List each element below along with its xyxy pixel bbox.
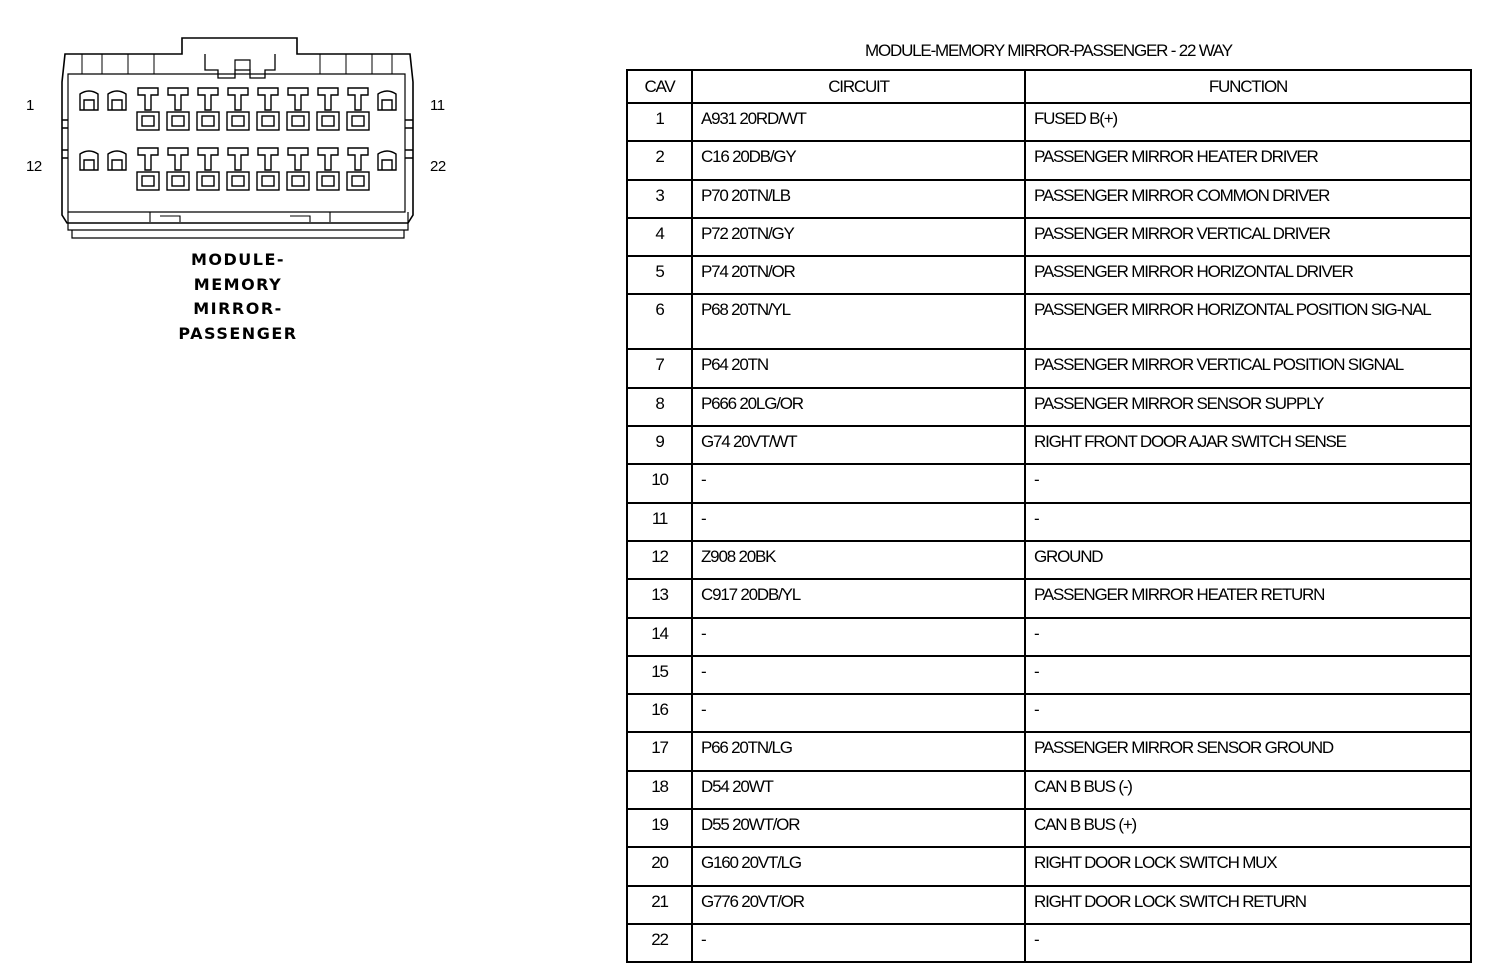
circuit-cell: - xyxy=(692,503,1025,541)
circuit-cell: P74 20TN/OR xyxy=(692,256,1025,294)
circuit-cell: - xyxy=(692,464,1025,502)
module-name-line: MODULE- xyxy=(190,250,286,269)
terminal-cavity xyxy=(227,88,249,130)
table-row xyxy=(627,579,1471,617)
cavity-latch xyxy=(378,91,396,110)
cav-cell: 4 xyxy=(627,218,692,256)
terminal-cavity xyxy=(227,148,249,190)
terminal-cavity xyxy=(137,148,159,190)
pin-label-top-right: 11 xyxy=(430,97,445,114)
function-cell: GROUND xyxy=(1025,541,1471,579)
pin-label-top-left: 1 xyxy=(26,97,34,114)
table-row xyxy=(627,256,1471,294)
cav-cell: 15 xyxy=(627,656,692,694)
connector-face-diagram xyxy=(20,30,430,245)
function-cell: PASSENGER MIRROR SENSOR SUPPLY xyxy=(1025,388,1471,426)
module-name-line: MIRROR- xyxy=(193,299,283,318)
pin-label-bottom-left: 12 xyxy=(26,158,42,175)
terminal-cavity xyxy=(317,88,339,130)
cav-cell: 11 xyxy=(627,503,692,541)
circuit-cell: P72 20TN/GY xyxy=(692,218,1025,256)
circuit-cell: G160 20VT/LG xyxy=(692,847,1025,885)
table-row xyxy=(627,694,1471,732)
cavity-latch xyxy=(108,91,126,110)
table-row xyxy=(627,218,1471,256)
circuit-cell: P666 20LG/OR xyxy=(692,388,1025,426)
table-row xyxy=(627,847,1471,885)
circuit-cell: Z908 20BK xyxy=(692,541,1025,579)
table-row xyxy=(627,503,1471,541)
module-name-line: PASSENGER xyxy=(178,323,298,343)
terminal-cavity xyxy=(137,88,159,130)
circuit-cell: P64 20TN xyxy=(692,349,1025,387)
cavity-latch xyxy=(108,151,126,170)
cav-cell: 22 xyxy=(627,924,692,962)
cavity-latch xyxy=(80,151,98,170)
circuit-cell: P68 20TN/YL xyxy=(692,294,1025,349)
cav-cell: 5 xyxy=(627,256,692,294)
cav-cell: 8 xyxy=(627,388,692,426)
circuit-cell: G74 20VT/WT xyxy=(692,426,1025,464)
cav-cell: 14 xyxy=(627,618,692,656)
table-row xyxy=(627,464,1471,502)
circuit-cell: D55 20WT/OR xyxy=(692,809,1025,847)
circuit-cell: - xyxy=(692,924,1025,962)
function-cell: - xyxy=(1025,464,1471,502)
cav-cell: 1 xyxy=(627,103,692,141)
function-cell: PASSENGER MIRROR HORIZONTAL DRIVER xyxy=(1025,256,1471,294)
cav-cell: 19 xyxy=(627,809,692,847)
cav-cell: 12 xyxy=(627,541,692,579)
table-row xyxy=(627,809,1471,847)
function-cell: CAN B BUS (+) xyxy=(1025,809,1471,847)
circuit-cell: D54 20WT xyxy=(692,771,1025,809)
cavity-latch xyxy=(80,91,98,110)
cav-cell: 16 xyxy=(627,694,692,732)
terminal-cavity xyxy=(167,88,189,130)
table-title: MODULE-MEMORY MIRROR-PASSENGER - 22 WAY xyxy=(865,41,1232,60)
terminal-cavity xyxy=(197,88,219,130)
table-row xyxy=(627,103,1471,141)
module-name-label xyxy=(160,248,316,346)
terminal-cavity xyxy=(317,148,339,190)
circuit-cell: P66 20TN/LG xyxy=(692,732,1025,770)
table-header-row xyxy=(627,70,1471,103)
terminal-cavity xyxy=(197,148,219,190)
function-cell: FUSED B(+) xyxy=(1025,103,1471,141)
function-cell: RIGHT FRONT DOOR AJAR SWITCH SENSE xyxy=(1025,426,1471,464)
circuit-cell: A931 20RD/WT xyxy=(692,103,1025,141)
cav-cell: 18 xyxy=(627,771,692,809)
table-row xyxy=(627,180,1471,218)
function-cell: PASSENGER MIRROR HEATER RETURN xyxy=(1025,579,1471,617)
function-cell: PASSENGER MIRROR HORIZONTAL POSITION SIG-NAL xyxy=(1025,294,1471,349)
terminal-cavity xyxy=(287,88,309,130)
cav-cell: 2 xyxy=(627,141,692,179)
module-name-line: MEMORY xyxy=(193,274,283,294)
table-row xyxy=(627,771,1471,809)
cavity-latch xyxy=(378,151,396,170)
header-function: FUNCTION xyxy=(1025,70,1471,103)
terminal-cavity xyxy=(257,148,279,190)
function-cell: RIGHT DOOR LOCK SWITCH RETURN xyxy=(1025,886,1471,924)
function-cell: - xyxy=(1025,618,1471,656)
function-cell: PASSENGER MIRROR HEATER DRIVER xyxy=(1025,141,1471,179)
terminal-cavity xyxy=(347,148,369,190)
cav-cell: 20 xyxy=(627,847,692,885)
header-cav: CAV xyxy=(627,70,692,103)
table-row xyxy=(627,141,1471,179)
cav-cell: 9 xyxy=(627,426,692,464)
cav-cell: 3 xyxy=(627,180,692,218)
cav-cell: 17 xyxy=(627,732,692,770)
terminal-cavity xyxy=(167,148,189,190)
circuit-cell: - xyxy=(692,656,1025,694)
function-cell: - xyxy=(1025,694,1471,732)
function-cell: - xyxy=(1025,656,1471,694)
circuit-cell: P70 20TN/LB xyxy=(692,180,1025,218)
function-cell: - xyxy=(1025,924,1471,962)
function-cell: PASSENGER MIRROR SENSOR GROUND xyxy=(1025,732,1471,770)
circuit-cell: - xyxy=(692,694,1025,732)
cav-cell: 10 xyxy=(627,464,692,502)
circuit-cell: C917 20DB/YL xyxy=(692,579,1025,617)
terminal-cavity xyxy=(257,88,279,130)
table-row xyxy=(627,924,1471,962)
table-row xyxy=(627,426,1471,464)
header-circuit: CIRCUIT xyxy=(692,70,1025,103)
circuit-cell: C16 20DB/GY xyxy=(692,141,1025,179)
function-cell: PASSENGER MIRROR VERTICAL POSITION SIGNAL xyxy=(1025,349,1471,387)
cav-cell: 21 xyxy=(627,886,692,924)
circuit-cell: - xyxy=(692,618,1025,656)
pin-label-bottom-right: 22 xyxy=(430,158,446,175)
table-row xyxy=(627,349,1471,387)
function-cell: RIGHT DOOR LOCK SWITCH MUX xyxy=(1025,847,1471,885)
terminal-cavity xyxy=(287,148,309,190)
table-row xyxy=(627,294,1471,349)
table-row xyxy=(627,541,1471,579)
table-row xyxy=(627,388,1471,426)
function-cell: - xyxy=(1025,503,1471,541)
circuit-cell: G776 20VT/OR xyxy=(692,886,1025,924)
table-row xyxy=(627,656,1471,694)
table-row xyxy=(627,618,1471,656)
function-cell: PASSENGER MIRROR VERTICAL DRIVER xyxy=(1025,218,1471,256)
table-row xyxy=(627,732,1471,770)
function-cell: CAN B BUS (-) xyxy=(1025,771,1471,809)
cav-cell: 13 xyxy=(627,579,692,617)
table-row xyxy=(627,886,1471,924)
function-cell: PASSENGER MIRROR COMMON DRIVER xyxy=(1025,180,1471,218)
terminal-cavity xyxy=(347,88,369,130)
cav-cell: 7 xyxy=(627,349,692,387)
pinout-table xyxy=(626,69,1472,963)
cav-cell: 6 xyxy=(627,294,692,349)
